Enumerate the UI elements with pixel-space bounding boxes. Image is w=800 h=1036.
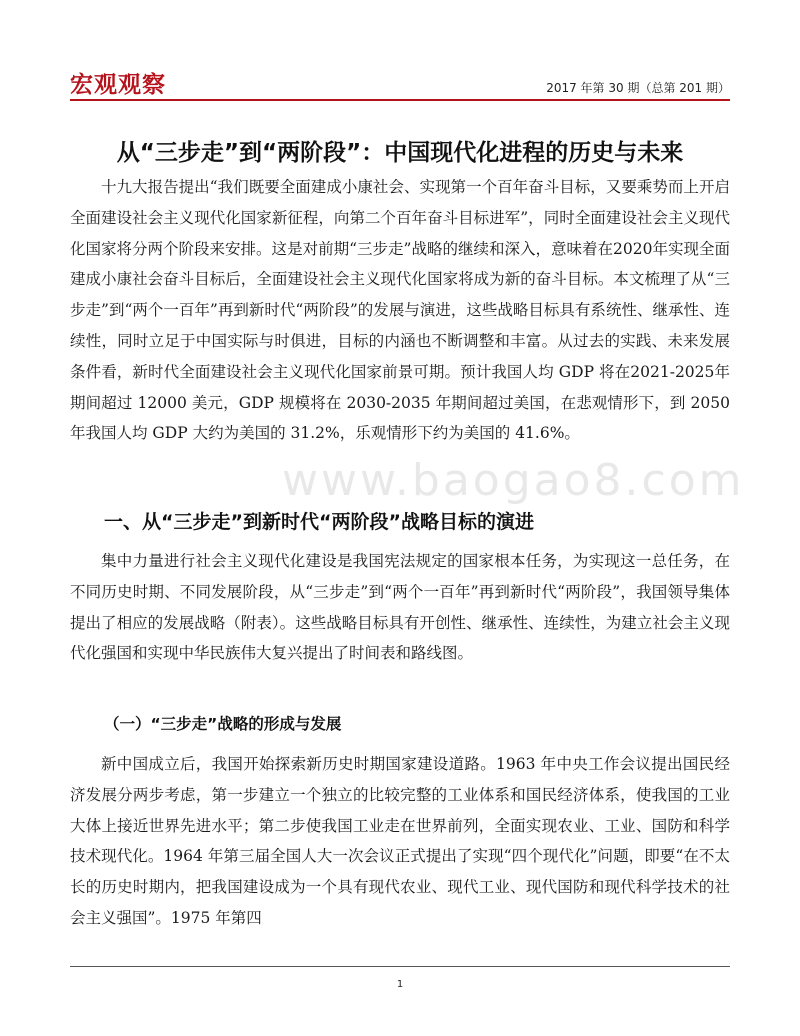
publication-title: 宏观观察	[70, 72, 166, 98]
section-heading: 一、从“三步走”到新时代“两阶段”战略目标的演进	[104, 511, 534, 533]
issue-number: 2017 年第 30 期（总第 201 期）	[546, 81, 730, 95]
watermark: www.baogao8.com	[282, 455, 745, 506]
footer-divider	[70, 966, 730, 967]
subsection-paragraph: 新中国成立后，我国开始探索新历史时期国家建设道路。1963 年中央工作会议提出国民经济发展分两步考虑，第一步建立一个独立的比较完整的工业体系和国民经济体系，使我国的工业大体上接近世界先进水平；第二步使我国工业走在世界前列，全面实现农业、工业、国防和科学技术现代化。1964 年第三届全国人大一次会议正式提出了实现“四个现代化”问题，即要“在不太长的历史时期内，把我国建设成为一个具有现代农业、现代工业、现代国防和现代科学技术的社会主义强国”。1975 年第四	[70, 755, 730, 927]
article-title: 从“三步走”到“两阶段”：中国现代化进程的历史与未来	[116, 140, 684, 166]
page-header	[70, 66, 730, 100]
page-number: 1	[396, 979, 404, 990]
header-divider	[70, 99, 730, 101]
subsection-heading: （一）“三步走”战略的形成与发展	[104, 715, 342, 733]
section-paragraph: 集中力量进行社会主义现代化建设是我国宪法规定的国家根本任务，为实现这一总任务，在不同历史时期、不同发展阶段，从“三步走”到“两个一百年”再到新时代“两阶段”，我国领导集体提出了相应的发展战略（附表）。这些战略目标具有开创性、继承性、连续性，为建立社会主义现代化强国和实现中华民族伟大复兴提出了时间表和路线图。	[70, 552, 730, 663]
intro-paragraph: 十九大报告提出“我们既要全面建成小康社会、实现第一个百年奋斗目标，又要乘势而上开启全面建设社会主义现代化国家新征程，向第二个百年奋斗目标进军”，同时全面建设社会主义现代化国家将分两个阶段来安排。这是对前期“三步走”战略的继续和深入，意味着在2020年实现全面建成小康社会奋斗目标后，全面建设社会主义现代化国家将成为新的奋斗目标。本文梳理了从“三步走”到“两个一百年”再到新时代“两阶段”的发展与演进，这些战略目标具有系统性、继承性、连续性，同时立足于中国实际与时俱进，目标的内涵也不断调整和丰富。从过去的实践、未来发展条件看，新时代全面建设社会主义现代化国家前景可期。预计我国人均 GDP 将在2021-2025年期间超过 12000 美元，GDP 规模将在 2030-2035 年期间超过美国，在悲观情形下，到 2050 年我国人均 GDP 大约为美国的 31.2%，乐观情形下约为美国的 41.6%。	[70, 178, 730, 443]
